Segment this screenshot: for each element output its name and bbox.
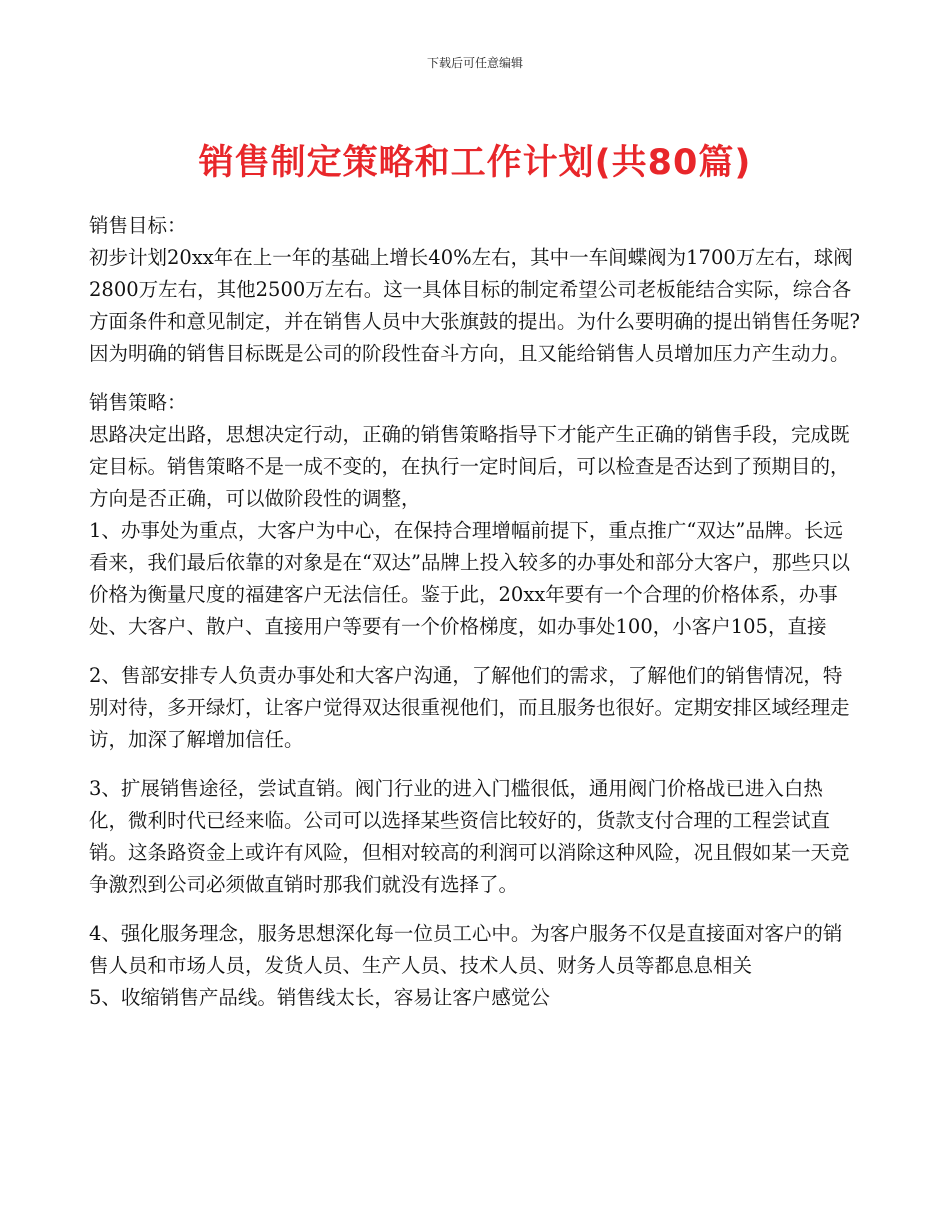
paragraph-spacer xyxy=(89,643,861,660)
paragraph-spacer xyxy=(89,370,861,387)
strategy-intro-paragraph: 思路决定出路，思想决定行动，正确的销售策略指导下才能产生正确的销售手段，完成既定目标。销售策略不是一成不变的，在执行一定时间后，可以检查是否达到了预期目的，方向是否正确，可以做阶段性的调整， xyxy=(89,423,850,510)
sales-goal-paragraph: 初步计划20xx年在上一年的基础上增长40%左右，其中一车间蝶阀为1700万左右，球阀2800万左右，其他2500万左右。这一具体目标的制定希望公司老板能结合实际，综合各方面条件和意见制定，并在销售人员中大张旗鼓的提出。为什么要明确的提出销售任务呢?因为明确的销售目标既是公司的阶段性奋斗方向，且又能给销售人员增加压力产生动力。 xyxy=(89,246,860,365)
strategy-item-5: 5、收缩销售产品线。销售线太长，容易让客户感觉公 xyxy=(89,986,550,1009)
paragraph-spacer xyxy=(89,901,861,918)
paragraph-spacer xyxy=(89,756,861,773)
strategy-item-1: 1、办事处为重点，大客户为中心，在保持合理增幅前提下，重点推广“双达”品牌。长远看来，我们最后依靠的对象是在“双达”品牌上投入较多的办事处和部分大客户，那些只以价格为衡量尺度的福建客户无法信任。鉴于此，20xx年要有一个合理的价格体系，办事处、大客户、散户、直接用户等要有一个价格梯度，如办事处100，小客户105，直接 xyxy=(89,519,850,638)
header-note: 下载后可任意编辑 xyxy=(426,56,523,70)
strategy-item-2: 2、售部安排专人负责办事处和大客户沟通，了解他们的需求，了解他们的销售情况，特别对待，多开绿灯，让客户觉得双达很重视他们，而且服务也很好。定期安排区域经理走访，加深了解增加信任。 xyxy=(89,664,850,751)
sales-goal-heading: 销售目标： xyxy=(89,214,187,237)
strategy-item-4: 4、强化服务理念，服务思想深化每一位员工心中。为客户服务不仅是直接面对客户的销售人员和市场人员，发货人员、生产人员、技术人员、财务人员等都息息相关 xyxy=(89,922,843,977)
document-body xyxy=(89,210,861,1014)
strategy-heading: 销售策略： xyxy=(89,391,187,414)
strategy-item-3: 3、扩展销售途径，尝试直销。阀门行业的进入门槛很低，通用阀门价格战已进入白热化，微利时代已经来临。公司可以选择某些资信比较好的，货款支付合理的工程尝试直销。这条路资金上或许有风险，但相对较高的利润可以消除这种风险，况且假如某一天竞争激烈到公司必须做直销时那我们就没有选择了。 xyxy=(89,777,850,896)
document-title: 销售制定策略和工作计划(共80篇) xyxy=(198,143,752,183)
